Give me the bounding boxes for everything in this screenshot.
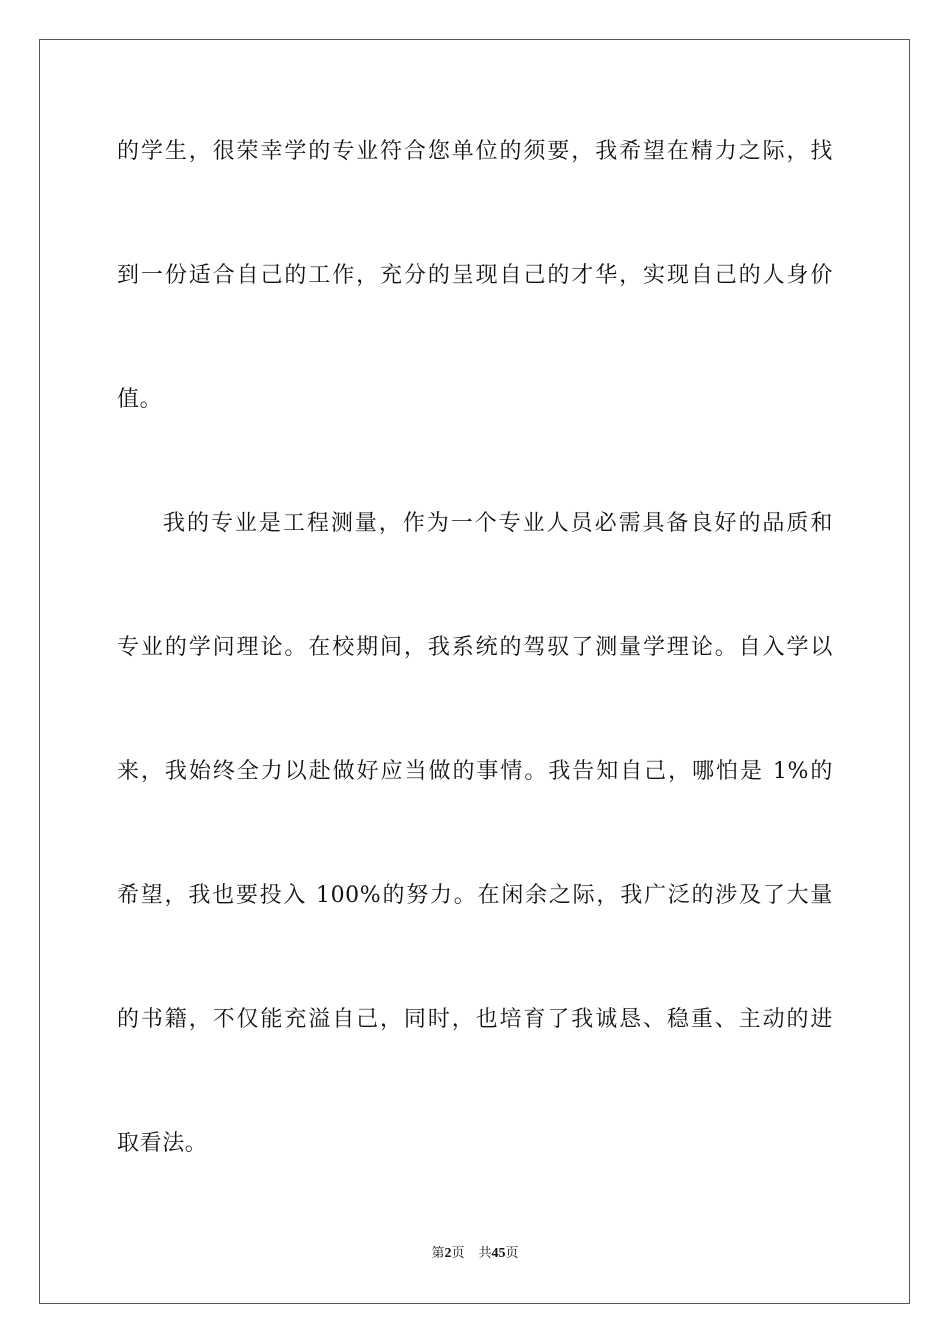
body-line-6: 来，我始终全力以赴做好应当做的事情。我告知自己，哪怕是 1%的	[117, 759, 833, 784]
total-prefix: 共	[478, 1246, 492, 1261]
page-number: 2	[444, 1246, 452, 1261]
body-line-7: 希望，我也要投入 100%的努力。在闲余之际，我广泛的涉及了大量	[117, 883, 833, 908]
body-line-2: 到一份适合自己的工作，充分的呈现自己的才华，实现自己的人身价	[117, 263, 833, 288]
page-footer	[0, 1245, 950, 1263]
page-suffix: 页	[451, 1246, 465, 1261]
total-suffix: 页	[505, 1246, 519, 1261]
body-line-8: 的书籍，不仅能充溢自己，同时，也培育了我诚恳、稳重、主动的进	[117, 1007, 833, 1032]
body-line-5: 专业的学问理论。在校期间，我系统的驾驭了测量学理论。自入学以	[117, 635, 833, 660]
page-frame	[39, 39, 910, 1304]
body-line-1: 的学生，很荣幸学的专业符合您单位的须要，我希望在精力之际，找	[117, 139, 833, 164]
body-line-4: 我的专业是工程测量，作为一个专业人员必需具备良好的品质和	[163, 511, 833, 536]
page-prefix: 第	[431, 1246, 445, 1261]
total-pages: 45	[491, 1246, 506, 1261]
body-line-3: 值。	[117, 387, 163, 412]
body-line-9: 取看法。	[117, 1131, 208, 1156]
